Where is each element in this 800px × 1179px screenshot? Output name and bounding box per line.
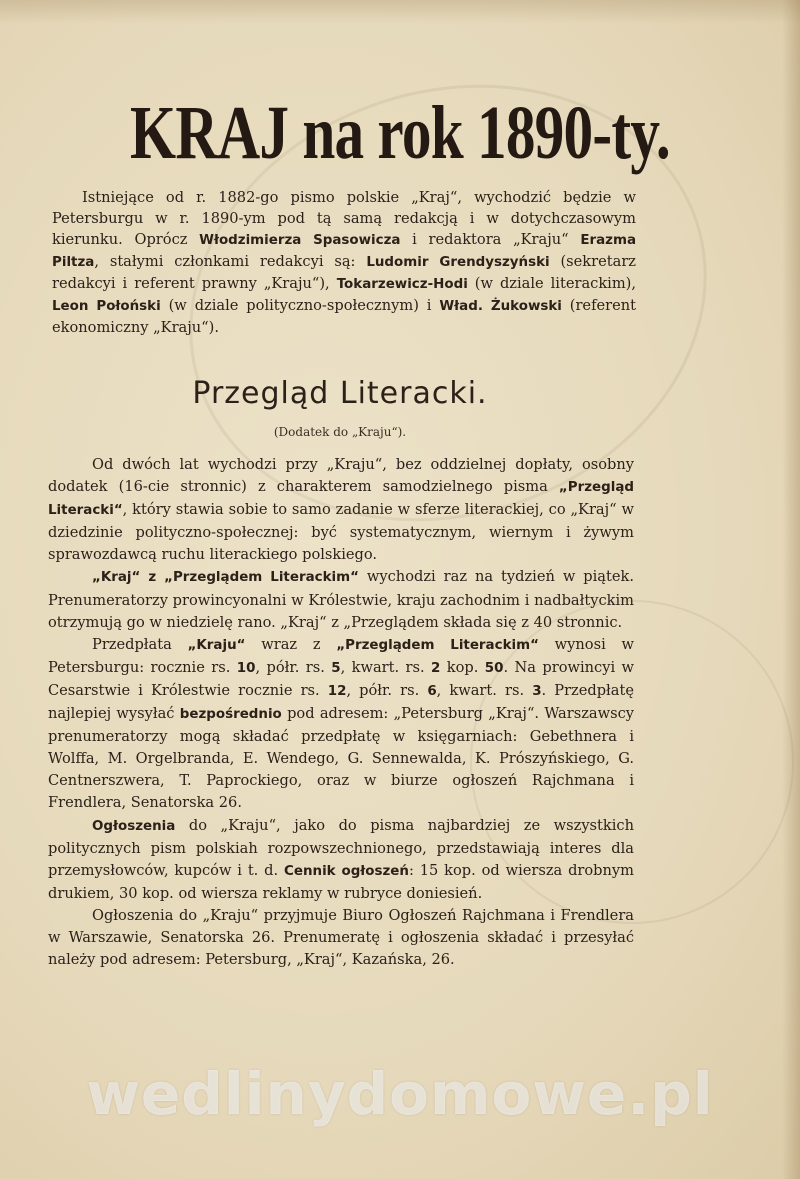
p3-text-6: kop. <box>440 658 485 676</box>
intro-bold-3: Ludomir Grendyszyński <box>366 255 550 270</box>
p3-text-7: . Na prowincyi w Cesarstwie i Królestwie rocznie rs. <box>48 658 635 699</box>
intro-text-5: (w dziale literackim), <box>467 275 636 292</box>
p2-text-1: wychodzi raz na tydzień w piątek. Prenumeratorzy prowincyonalni w Królestwie, kraju zachodnim i nadbałtyckim otrzymują go w niedzielę rano. „Kraj“ z „Przeglądem składa się z 40 stronnic. <box>48 568 634 631</box>
p3-bold-2: „Przeglądem Literackim“ <box>336 637 539 653</box>
section-title: Przegląd Literacki. <box>192 376 488 411</box>
p3-text-2: wraz z <box>245 635 337 653</box>
paragraph-2 <box>48 566 634 633</box>
p1-text-1: Od dwóch lat wychodzi przy „Kraju“, bez oddzielnej dopłaty, osobny dodatek (16-cie stronnic) z charakterem samodzielnego pisma <box>48 456 634 496</box>
p2-bold-1: „Kraj“ z „Przeglądem Literackim“ <box>92 570 359 586</box>
p1-bold-1: „Przegląd Literacki“ <box>48 480 634 519</box>
page-title: KRAJ na rok 1890-ty. <box>130 91 670 175</box>
p3-bold-6: 50 <box>484 660 504 676</box>
p3-bold-4: 5 <box>331 660 341 676</box>
paragraph-5 <box>48 905 634 971</box>
intro-bold-1: Włodzimierza Spasowicza <box>199 233 401 248</box>
p3-text-10: . Przedpłatę najlepiej wysyłać <box>48 681 634 723</box>
intro-text-6: (w dziale polityczno-społecznym) i <box>160 297 440 314</box>
p3-bold-5: 2 <box>431 660 441 676</box>
paragraph-4 <box>48 815 634 905</box>
p3-bold-7: 12 <box>327 683 347 699</box>
p3-text-4: , półr. rs. <box>255 658 332 676</box>
intro-text-1: Istniejące od r. 1882-go pismo polskie „Kraj“, wychodzić będzie w Petersburgu w r. 1890-ym pod tą samą redakcją i w dotychczasowym kierunku. Oprócz <box>52 189 636 248</box>
intro-bold-4: Tokarzewicz-Hodi <box>336 277 468 292</box>
intro-bold-6: Wład. Żukowski <box>439 299 562 314</box>
p3-text-9: , kwart. rs. <box>436 681 533 699</box>
p4-text-1: do „Kraju“, jako do pisma najbardziej ze wszystkich politycznych pism polskiah rozpowszechnionego, przedstawiają interes dla przemysłowców, kupców i t. d. <box>48 816 634 879</box>
watermark: wedlinydomowe.pl <box>86 1060 714 1128</box>
p5-text-1: Ogłoszenia do „Kraju“ przyjmuje Biuro Ogłoszeń Rajchmana i Frendlera w Warszawie, Senatorska 26. Prenumeratę i ogłoszenia składać i przesyłać należy pod adresem: Petersburg, „Kraj“, Kazańska, 26. <box>48 906 634 969</box>
page-edge-shadow-top <box>0 0 800 24</box>
intro-paragraph <box>52 187 636 338</box>
paragraph-3 <box>48 634 634 815</box>
intro-bold-2: Erazma Piltza <box>52 233 637 270</box>
section-subtitle: (Dodatek do „Kraju“). <box>273 425 407 439</box>
p3-bold-1: „Kraju“ <box>187 637 246 653</box>
p3-bold-3: 10 <box>236 660 256 676</box>
p4-bold-1: Ogłoszenia <box>92 818 176 834</box>
intro-text-4: (sekretarz redakcyi i referent prawny „Kraju“), <box>52 253 636 292</box>
p3-text-1: Przedpłata <box>92 635 188 653</box>
paragraph-1 <box>48 454 634 566</box>
p4-bold-2: Cennik ogłoszeń <box>284 863 409 879</box>
intro-text-3: , stałymi członkami redakcyi są: <box>94 253 367 270</box>
p4-text-2: : 15 kop. od wiersza drobnym drukiem, 30 kop. od wiersza reklamy w rubryce doniesień. <box>48 861 634 902</box>
p3-bold-8: 6 <box>427 683 437 699</box>
p3-text-5: , kwart. rs. <box>340 658 432 676</box>
intro-bold-5: Leon Połoński <box>52 299 161 314</box>
p3-bold-10: bezpośrednio <box>179 707 282 723</box>
p3-bold-9: 3 <box>532 683 542 699</box>
p3-text-11: pod adresem: „Petersburg „Kraj“. Warszawscy prenumeratorzy mogą składać przedpłatę w księgarniach: Gebethnera i Wolffa, M. Orgelbranda, E. Wendego, G. Sennewalda, K. Prószyńskiego, G. Centnerszwera, T. Paprockiego, oraz w biurze ogłoszeń Rajchmana i Frendlera, Senatorska 26. <box>48 705 635 812</box>
intro-text-7: (referent ekonomiczny „Kraju“). <box>52 297 636 336</box>
p1-text-2: , który stawia sobie to samo zadanie w sferze literackiej, co „Kraj“ w dziedzinie polityczno-społecznej: być systematycznym, wiernym i żywym sprawozdawcą ruchu literackiego polskiego. <box>48 501 634 564</box>
article-body <box>48 454 634 971</box>
p3-text-8: , półr. rs. <box>346 681 428 699</box>
page-edge-shadow-right <box>782 0 800 1179</box>
p3-text-3: wynosi w Petersburgu: rocznie rs. <box>48 635 634 676</box>
intro-text-2: i redaktora „Kraju“ <box>400 231 581 248</box>
